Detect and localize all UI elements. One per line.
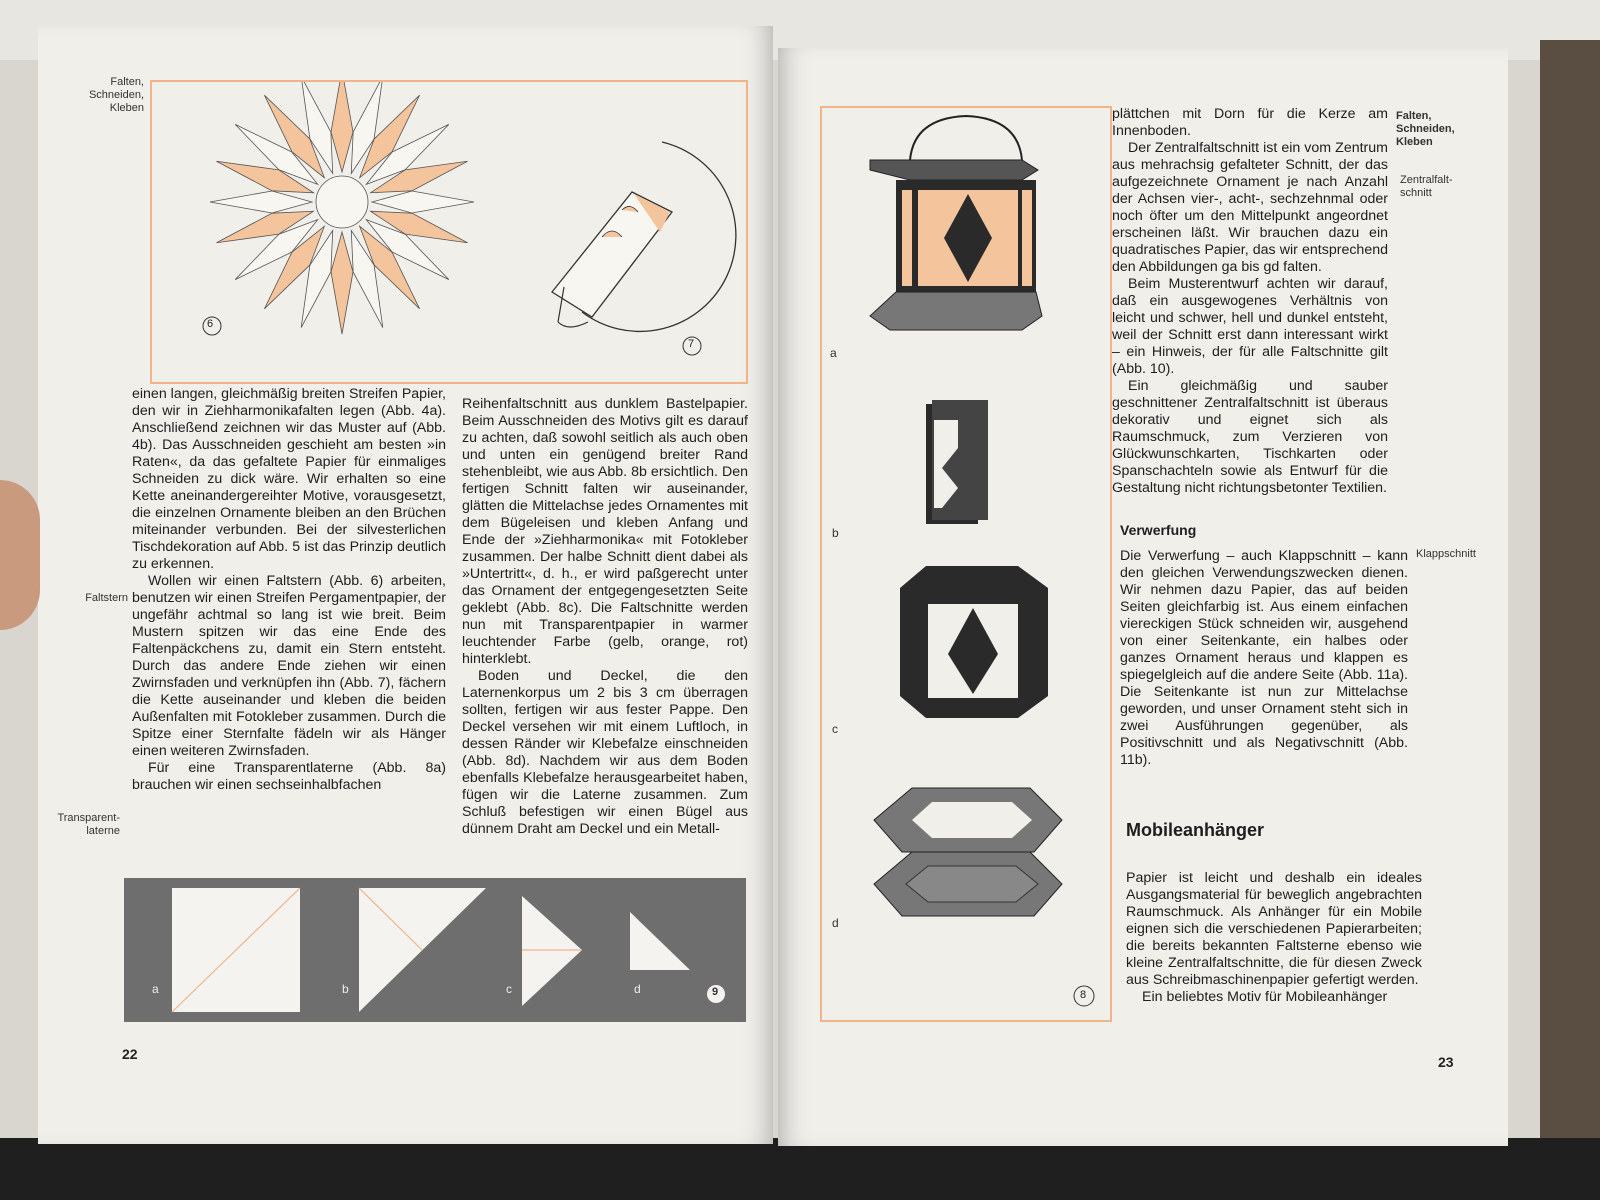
fold-step-a: [172, 888, 300, 1012]
paragraph: Papier ist leicht und deshalb ein ideales Ausgangsmaterial für beweglich angebrachten Raumschmuck. Als Anhänger für ein Mobile eignen sich die verschiedenen Papierarbeiten; die bereits bekannten Faltsterne ebenso wie kleine Zentralfaltschnitte, die für diesen Zweck aus Schreibmaschinenpapier gefertigt werden.: [1126, 870, 1422, 988]
figure-9-label-b: b: [342, 982, 349, 996]
left-page: [38, 26, 773, 1144]
figure-9-label-c: c: [506, 982, 512, 996]
fold-step-d: [630, 912, 690, 970]
lid-and-base-illustration: [874, 788, 1062, 916]
folded-packet-illustration: [552, 142, 736, 331]
marginal-line: Kleben: [109, 102, 144, 114]
marginal-faltstern: Faltstern: [85, 592, 128, 604]
marginal-transparentlaterne: [38, 812, 120, 838]
right-marginal-topic: [1396, 110, 1476, 149]
marginal-zentralfaltschnitt: [1400, 174, 1480, 200]
paragraph: einen langen, gleichmäßig breiten Streifen Papier, den wir in Ziehharmonikafalten legen (Abb. 4a). Anschließend zeichnen wir das Muster auf (Abb. 4b). Das Ausschneiden geschieht am besten »in Raten«, da das gefaltete Papier für einmaliges Schneiden zu dick wäre. Wir erhalten so eine Kette aneinandergereihter Motive, vorausgesetzt, die einzelnen Ornamente bleiben an den Brüchen miteinander verbunden. Bei der silvesterlichen Tischdekoration auf Abb. 5 ist das Prinzip deutlich zu erkennen.: [132, 386, 446, 572]
paragraph: Wollen wir einen Faltstern (Abb. 6) arbeiten, benutzen wir einen Streifen Pergamentpapier, der ungefähr achtmal so lang ist wie breit. Beim Mustern spitzen wir das eine Ende des Faltenpäckchens zu, damit ein Stern entsteht. Durch das andere Ende ziehen wir einen Zwirnsfaden und verknüpfen ihn (Abb. 7), fächern die Kette auseinander und kleben die beiden Außenfalten mit Fotokleber zusammen. Durch die Spitze einer Sternfalte fädeln wir als Hänger einen weiteren Zwirnsfaden.: [132, 573, 446, 759]
heading-mobileanhaenger: Mobileanhänger: [1126, 820, 1265, 840]
star-ray: [372, 191, 474, 213]
figure-8-label-a: a: [830, 346, 837, 360]
figure-6-number: 6: [207, 318, 214, 330]
marginal-line: Falten,: [1396, 110, 1432, 122]
right-column-upper: [1112, 106, 1388, 497]
fold-step-c: [522, 896, 582, 1006]
marginal-line: Transparent-: [57, 812, 120, 824]
figure-7-number: 7: [688, 338, 695, 350]
paragraph: Ein gleichmäßig und sauber geschnittener Zentralfaltschnitt ist überaus dekorativ und eignet sich als Raumschmuck, zum Verzieren von Glückwunschkarten, Tischkarten oder Spanschachteln sowie als Entwurf für die Gestaltung nicht richtungsbetonter Textilien.: [1112, 378, 1388, 496]
paragraph: Boden und Deckel, die den Laternenkorpus um 2 bis 3 cm überragen sollten, fertigen wir aus fester Pappe. Den Deckel versehen wir mit einem Luftloch, in dessen Ränder wir Klebefalze einschneiden (Abb. 8d). Nachdem wir aus dem Boden ebenfalls Klebefalze herausgearbeitet haben, fügen wir die Laterne zusammen. Zum Schluß befestigen wir einen Bügel aus dünnem Draht am Deckel und ein Metall-: [462, 668, 748, 837]
folded-strip-illustration: [926, 400, 988, 524]
marginal-klappschnitt: Klappschnitt: [1416, 548, 1476, 560]
figure-9-number: 9: [712, 986, 719, 998]
marginal-line: Schneiden,: [88, 89, 144, 101]
marginal-line: laterne: [86, 825, 120, 837]
paragraph: Beim Musterentwurf achten wir darauf, daß ein ausgewogenes Verhältnis von leicht und schwer, hell und dunkel entsteht, weil der Schnitt erst dann interessant wirkt – ein Hinweis, der für alle Faltschnitte gilt (Abb. 10).: [1112, 276, 1388, 377]
background-bottom: [0, 1138, 1600, 1200]
figure-8-number: 8: [1080, 989, 1087, 1001]
right-column-verwerfung: [1120, 548, 1408, 769]
paragraph: Ein beliebtes Motiv für Mobileanhänger: [1142, 989, 1388, 1005]
figure-9-label-d: d: [634, 982, 641, 996]
figure-6-7-drawing: [152, 82, 746, 382]
left-column-2: [462, 396, 748, 838]
page-number-left: 22: [122, 1046, 138, 1062]
right-column-mobile: [1126, 870, 1422, 1006]
figure-8-box: [820, 106, 1112, 1022]
figure-9-drawing: [124, 878, 746, 1022]
star-center: [316, 176, 368, 228]
lantern-illustration: [870, 116, 1042, 330]
figure-9-label-a: a: [152, 982, 159, 996]
subheading-verwerfung: Verwerfung: [1120, 522, 1197, 538]
marginal-line: Schneiden,: [1396, 123, 1455, 135]
marginal-line: Kleben: [1396, 136, 1433, 148]
marginal-line: schnitt: [1400, 187, 1432, 199]
book-edge: [1540, 40, 1600, 1150]
figure-8-label-c: c: [832, 722, 838, 736]
marginal-line: Zentralfalt-: [1400, 174, 1453, 186]
star-ray: [331, 82, 353, 172]
figure-8-label-b: b: [832, 526, 839, 540]
left-marginal-topic: [78, 76, 144, 115]
figure-8-drawing: [822, 108, 1110, 1020]
faltstern-illustration: [210, 82, 474, 334]
fold-step-b: [359, 888, 486, 1012]
marginal-line: Falten,: [110, 76, 144, 88]
left-column-1: [132, 386, 446, 794]
figure-8-label-d: d: [832, 916, 839, 930]
paragraph: plättchen mit Dorn für die Kerze am Innenboden.: [1112, 106, 1388, 139]
star-ray: [210, 191, 312, 213]
thumb: [0, 480, 40, 630]
right-page: [778, 48, 1508, 1146]
lantern-body-illustration: [900, 566, 1048, 718]
paragraph: Reihenfaltschnitt aus dunklem Bastelpapier. Beim Ausschneiden des Motivs gilt es darauf zu achten, daß sowohl seitlich als auch oben und unten ein genügend breiter Rand stehenbleibt, wie aus Abb. 8b ersichtlich. Den fertigen Schnitt falten wir auseinander, glätten die Mittelachse jedes Ornamentes mit dem Bügeleisen und kleben Anfang und Ende der »Ziehharmonika« mit Fotokleber zusammen. Der halbe Schnitt dient dabei als »Untertritt«, d. h., er wird paßgerecht unter das Ornament der entgegengesetzten Seite geklebt (Abb. 8c). Die Faltschnitte werden nun mit Transparentpapier in warmer leuchtender Farbe (gelb, orange, rot) hinterklebt.: [462, 396, 748, 667]
paragraph: Für eine Transparentlaterne (Abb. 8a) brauchen wir einen sechseinhalbfachen: [132, 760, 446, 793]
paragraph: Der Zentralfaltschnitt ist ein vom Zentrum aus mehrachsig gefalteter Schnitt, der das aufgezeichnete Ornament je nach Anzahl der Achsen vier-, acht-, sechzehnmal oder noch öfter um den Mittelpunkt angeordnet erscheinen läßt. Wir brauchen dazu ein quadratisches Papier, das wir entsprechend den Abbildungen ga bis gd falten.: [1112, 140, 1388, 275]
figure-6-7-box: [150, 80, 748, 384]
paragraph: Die Verwerfung – auch Klappschnitt – kann den gleichen Verwendungszwecken dienen. Wir nehmen dazu Papier, das auf beiden Seiten gleichfarbig ist. Aus einem einfachen viereckigen Stück schneiden wir, ausgehend von einer Seitenkante, ein halbes oder ganzes Ornament heraus und klappen es spiegelgleich auf die andere Seite (Abb. 11a). Die Seitenkante ist nun zur Mittelachse geworden, und unser Ornament steht sich in zwei Ausführungen gegenüber, als Positivschnitt und als Negativschnitt (Abb. 11b).: [1120, 548, 1408, 768]
figure-9-band: [124, 878, 746, 1022]
star-ray: [331, 232, 353, 334]
page-number-right: 23: [1438, 1054, 1454, 1070]
